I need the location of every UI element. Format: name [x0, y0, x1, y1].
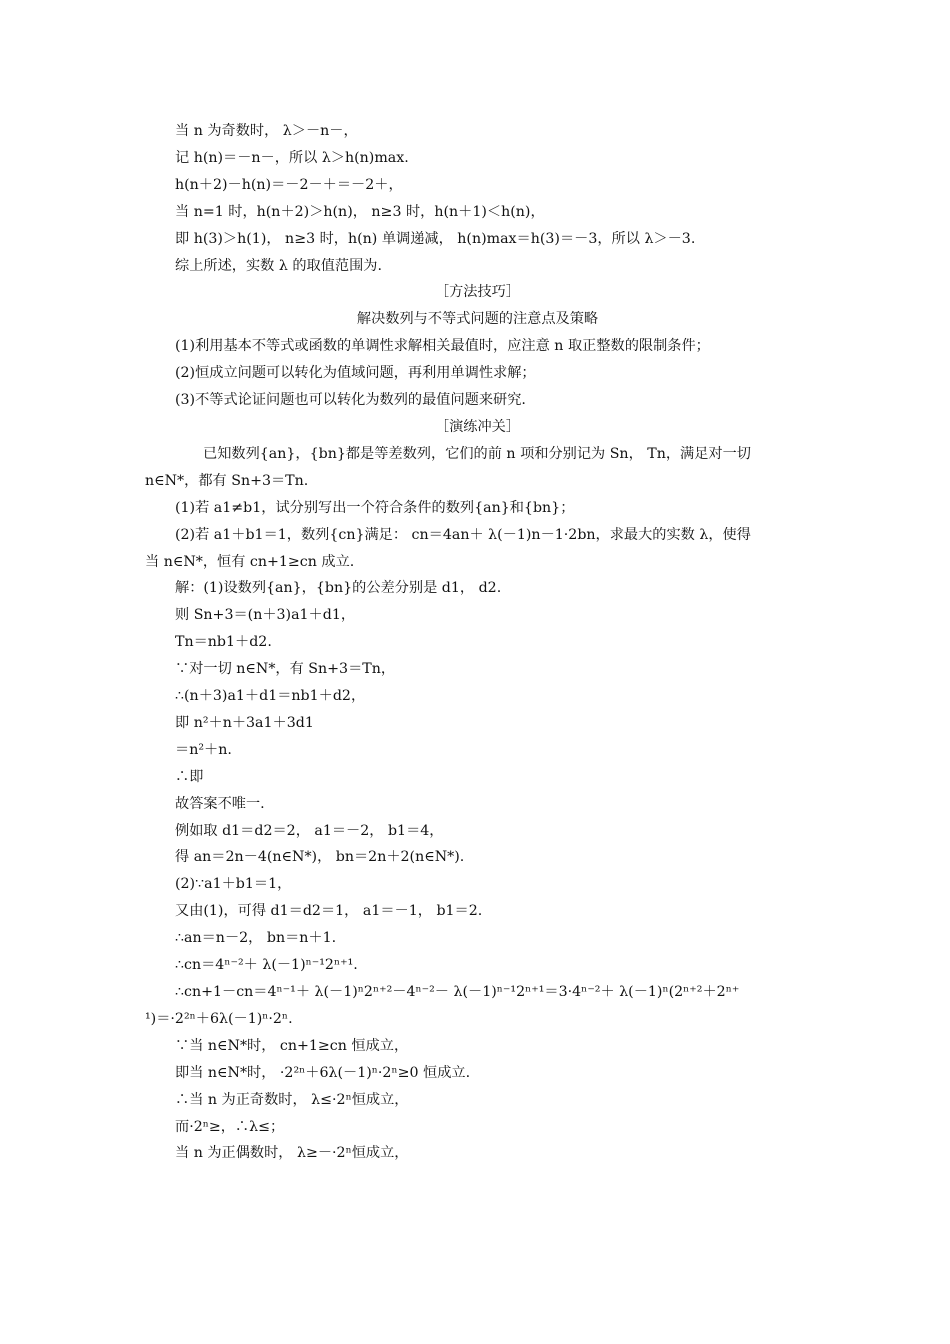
solution-line: Tn＝nb1＋d2.	[175, 634, 272, 651]
solution-line: 故答案不唯一.	[175, 795, 265, 812]
problem-line: n∈N*，都有 Sn+3＝Tn.	[145, 472, 309, 489]
solution-line: 又由(1)，可得 d1＝d2＝1， a1＝－1， b1＝2.	[175, 903, 483, 920]
method-item: (1)利用基本不等式或函数的单调性求解相关最值时，应注意 n 取正整数的限制条件；	[175, 338, 710, 355]
solution-line: 而·2ⁿ≥，∴λ≤；	[175, 1118, 285, 1135]
long-equation-line: ¹)＝·2²ⁿ＋6λ(－1)ⁿ·2ⁿ.	[145, 1010, 293, 1027]
question-2-line: (2)若 a1＋b1＝1，数列{cn}满足： cn＝4an＋ λ(－1)n－1·2bn，求最大的实数 λ，使得	[175, 526, 751, 543]
method-item: (3)不等式论证问题也可以转化为数列的最值问题来研究.	[175, 392, 526, 409]
solution-line: 即当 n∈N*时， ·2²ⁿ＋6λ(－1)ⁿ·2ⁿ≥0 恒成立.	[175, 1064, 471, 1081]
solution-line: (2)∵a1＋b1＝1，	[175, 876, 292, 893]
solution-line: ∴(n＋3)a1＋d1＝nb1＋d2，	[175, 688, 366, 705]
solution-line: ∴即	[175, 768, 204, 785]
solution-line: 例如取 d1＝d2＝2， a1＝－2， b1＝4，	[175, 822, 444, 839]
long-equation-line: ∴cn+1－cn＝4ⁿ⁻¹＋ λ(－1)ⁿ2ⁿ⁺²－4ⁿ⁻²－ λ(－1)ⁿ⁻¹2ⁿ⁺¹＝3·4ⁿ⁻²＋ λ(－1)ⁿ(2ⁿ⁺²＋2ⁿ⁺	[175, 984, 740, 1000]
text-line: 综上所述，实数 λ 的取值范围为.	[175, 257, 382, 274]
solution-line: ∴an＝n－2， bn＝n＋1.	[175, 930, 337, 947]
text-line: 记 h(n)＝－n－，所以 λ＞h(n)max.	[175, 149, 409, 166]
method-item: (2)恒成立问题可以转化为值域问题，再利用单调性求解；	[175, 365, 536, 382]
solution-line: ∴当 n 为正奇数时， λ≤·2ⁿ恒成立，	[175, 1091, 409, 1108]
solution-line: ∵当 n∈N*时， cn+1≥cn 恒成立，	[175, 1037, 409, 1054]
question-1: (1)若 a1≠b1，试分别写出一个符合条件的数列{an}和{bn}；	[175, 499, 575, 516]
practice-heading: ［演练冲关］	[434, 418, 521, 435]
method-heading: ［方法技巧］	[434, 284, 521, 301]
solution-line: 解：(1)设数列{an}，{bn}的公差分别是 d1， d2.	[175, 580, 502, 597]
text-line: 当 n=1 时，h(n＋2)＞h(n)， n≥3 时，h(n＋1)＜h(n)，	[175, 203, 545, 220]
solution-line: ∴cn＝4ⁿ⁻²＋ λ(－1)ⁿ⁻¹2ⁿ⁺¹.	[175, 957, 358, 974]
method-subheading: 解决数列与不等式问题的注意点及策略	[356, 311, 599, 328]
text-line: h(n＋2)－h(n)＝－2－＋＝－2＋，	[175, 176, 403, 193]
solution-line: 即 n²＋n＋3a1＋3d1	[175, 714, 314, 731]
text-line: 当 n 为奇数时， λ＞－n－，	[175, 123, 358, 139]
text-line: 即 h(3)＞h(1)， n≥3 时，h(n) 单调递减， h(n)max＝h(3)＝－3，所以 λ＞－3.	[175, 230, 696, 247]
solution-line: ∵对一切 n∈N*，有 Sn+3＝Tn，	[175, 661, 396, 678]
document-page	[145, 118, 810, 1167]
solution-line: ＝n²＋n.	[175, 741, 232, 758]
solution-line: 当 n 为正偶数时， λ≥－·2ⁿ恒成立，	[175, 1145, 409, 1162]
solution-line: 得 an＝2n－4(n∈N*)， bn＝2n＋2(n∈N*).	[175, 849, 465, 866]
problem-line: 已知数列{an}，{bn}都是等差数列，它们的前 n 项和分别记为 Sn， Tn，满足对一切	[203, 445, 751, 462]
question-2-line: 当 n∈N*，恒有 cn+1≥cn 成立.	[145, 553, 355, 570]
solution-line: 则 Sn+3＝(n＋3)a1＋d1，	[175, 607, 356, 624]
